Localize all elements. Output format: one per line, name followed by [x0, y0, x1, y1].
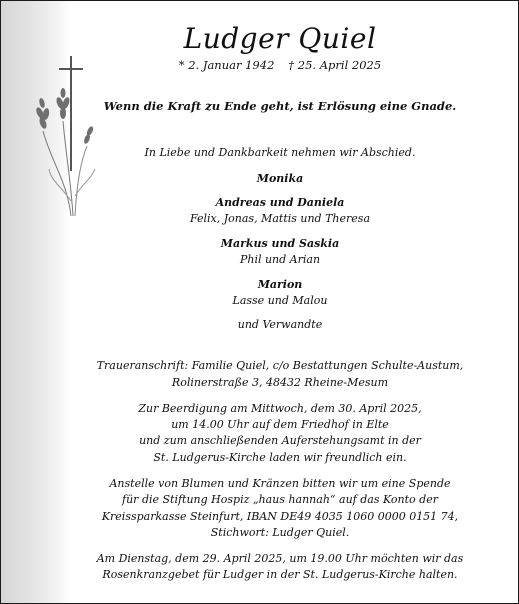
relatives-text: und Verwandte	[237, 318, 323, 331]
deceased-name: Ludger Quiel	[183, 22, 377, 55]
funeral-line: St. Ludgerus-Kirche laden wir freundlich ein.	[153, 451, 407, 464]
funeral-line: und zum anschließenden Auferstehungsamt in der	[139, 434, 421, 447]
life-dates	[71, 57, 489, 73]
funeral-line: um 14.00 Uhr auf dem Friedhof in Elte	[171, 418, 389, 431]
family-name: Monika	[256, 172, 304, 185]
family-name: Markus und Saskia	[220, 237, 340, 250]
funeral-line: Zur Beerdigung am Mittwoch, dem 30. April 2025,	[138, 402, 422, 415]
address-line: Rolinerstraße 3, 48432 Rheine-Mesum	[171, 376, 389, 389]
donation-line: Stichwort: Ludger Quiel.	[210, 526, 350, 539]
donation-line: Anstelle von Blumen und Kränzen bitten wir um eine Spende	[109, 477, 451, 490]
birth-date: * 2. Januar 1942	[178, 58, 275, 72]
farewell-text: In Liebe und Dankbarkeit nehmen wir Abschied.	[144, 146, 416, 159]
family-members: Felix, Jonas, Mattis und Theresa	[189, 212, 371, 225]
family-name: Marion	[257, 278, 303, 291]
death-date: † 25. April 2025	[288, 58, 382, 72]
family-members: Phil und Arian	[239, 253, 321, 266]
address-line: Traueranschrift: Familie Quiel, c/o Bestattungen Schulte-Austum,	[96, 359, 464, 372]
donation-line: für die Stiftung Hospiz „haus hannah“ auf das Konto der	[122, 493, 438, 506]
rosary-line: Am Dienstag, dem 29. April 2025, um 19.00 Uhr möchten wir das	[96, 552, 464, 565]
rosary-line: Rosenkranzgebet für Ludger in der St. Ludgerus-Kirche halten.	[102, 568, 458, 581]
donation-line: Kreissparkasse Steinfurt, IBAN DE49 4035 1060 0000 0151 74,	[101, 510, 459, 523]
motto: Wenn die Kraft zu Ende geht, ist Erlösung eine Gnade.	[103, 99, 457, 113]
family-members: Lasse und Malou	[232, 294, 328, 307]
family-name: Andreas und Daniela	[215, 196, 345, 209]
